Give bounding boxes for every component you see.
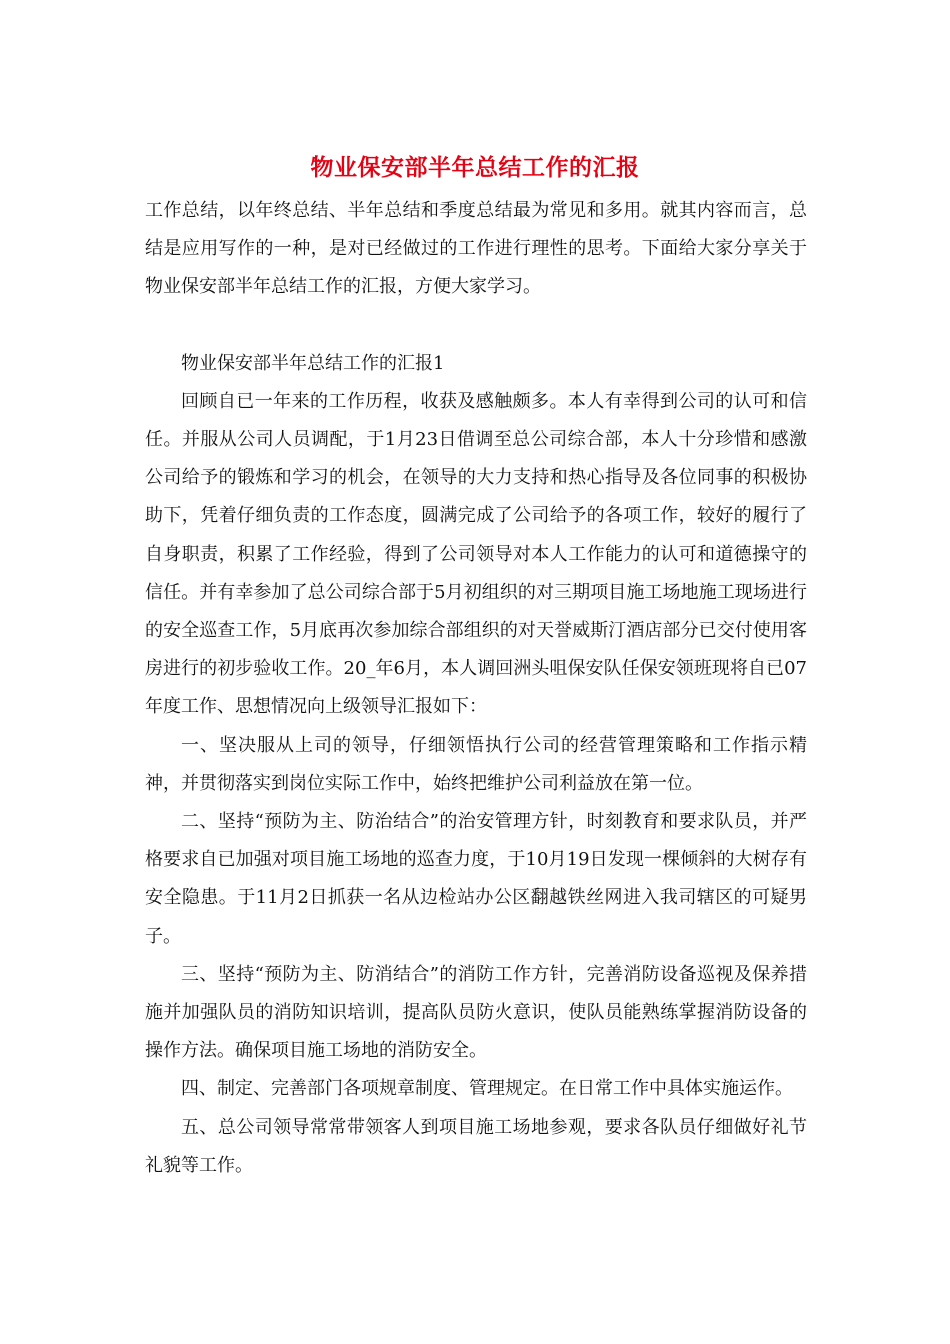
document-title: 物业保安部半年总结工作的汇报 bbox=[310, 154, 640, 181]
body-paragraph: 回顾自已一年来的工作历程，收获及感触颇多。本人有幸得到公司的认可和信任。并服从公司人员调配，于1月23日借调至总公司综合部，本人十分珍惜和感激公司给予的锻炼和学习的机会，在领导的大力支持和热心指导及各位同事的积极协助下，凭着仔细负责的工作态度，圆满完成了公司给予的各项工作，较好的履行了自身职责，积累了工作经验，得到了公司领导对本人工作能力的认可和道德操守的信任。并有幸参加了总公司综合部于5月初组织的对三期项目施工场地施工现场进行的安全巡查工作，5月底再次参加综合部组织的对天誉威斯汀酒店部分已交付使用客房进行的初步验收工作。20_年6月，本人调回洲头咀保安队任保安领班现将自已07年度工作、思想情况向上级领导汇报如下： bbox=[145, 390, 807, 718]
section-subheading: 物业保安部半年总结工作的汇报1 bbox=[181, 352, 445, 374]
body-paragraph: 二、坚持“预防为主、防治结合”的治安管理方针，时刻教育和要求队员，并严格要求自已加强对项目施工场地的巡查力度，于10月19日发现一棵倾斜的大树存有安全隐患。于11月2日抓获一名从边检站办公区翻越铁丝网进入我司辖区的可疑男子。 bbox=[145, 811, 807, 947]
body-paragraph: 三、坚持“预防为主、防消结合”的消防工作方针，完善消防设备巡视及保养措施并加强队员的消防知识培训，提高队员防火意识，使队员能熟练掌握消防设备的操作方法。确保项目施工场地的消防安全。 bbox=[145, 963, 807, 1062]
body-paragraph: 五、总公司领导常常带领客人到项目施工场地参观，要求各队员仔细做好礼节礼貌等工作。 bbox=[145, 1116, 807, 1176]
body-paragraph: 一、坚决服从上司的领导，仔细领悟执行公司的经营管理策略和工作指示精神，并贯彻落实到岗位实际工作中，始终把维护公司利益放在第一位。 bbox=[145, 734, 807, 794]
document-body bbox=[145, 192, 807, 1185]
body-paragraph: 四、制定、完善部门各项规章制度、管理规定。在日常工作中具体实施运作。 bbox=[181, 1078, 793, 1100]
intro-paragraph: 工作总结，以年终总结、半年总结和季度总结最为常见和多用。就其内容而言，总结是应用写作的一种，是对已经做过的工作进行理性的思考。下面给大家分享关于物业保安部半年总结工作的汇报，方便大家学习。 bbox=[145, 200, 807, 298]
